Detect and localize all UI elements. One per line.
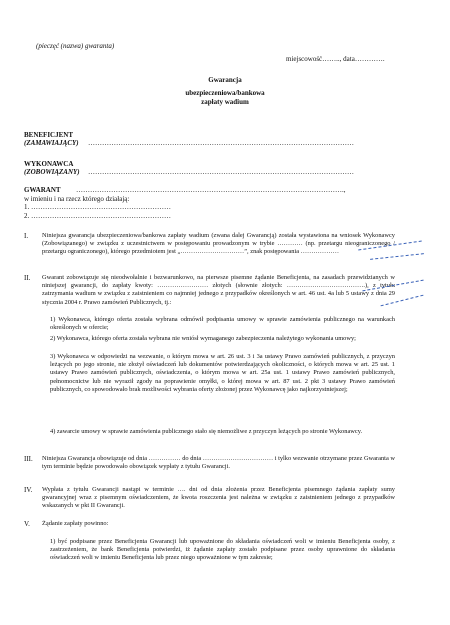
guarantor-fill-line: ……………………………………………………………………………………………………., — [76, 186, 346, 194]
section-1-number: I. — [24, 232, 29, 240]
section-5-number: V. — [24, 520, 30, 528]
title-line-1: Gwarancja — [208, 76, 242, 84]
section-3-text: Niniejsza Gwarancja obowiązuje od dnia …………… do dnia …………………………… i tylko wezwanie otrzymane przez Gwaranta w tym terminie będzie powodowało obowiązek wypłaty z tytułu Gwarancji. — [42, 455, 395, 471]
section-5-item-1: 1) być podpisane przez Beneficjenta Gwarancji lub upoważnione do składania oświadczeń woli w imieniu Beneficjenta osoby, z zastrzeżeniem, że bank Beneficjenta potwierdzi, iż żądanie zapłaty zostało podpisane przez osoby uprawnione do składania oświadczeń woli w imieniu Beneficjenta lub przez niego upoważnione w tym zakresie; — [50, 538, 395, 562]
contractor-label: WYKONAWCA — [24, 160, 74, 168]
beneficiary-label: BENEFICJENT — [24, 131, 74, 139]
place-date-line: miejscowość…….., data…………. — [286, 55, 385, 63]
section-3-number: III. — [24, 455, 33, 463]
representative-2: 2. …………………………………………………… — [24, 212, 171, 220]
title-line-2: ubezpieczeniowa/bankowa — [185, 89, 265, 97]
on-behalf-text: w imieniu i na rzecz którego działają: — [24, 195, 130, 203]
section-4-text: Wypłata z tytułu Gwarancji nastąpi w terminie …. dni od dnia złożenia przez Beneficjenta pisemnego żądania zapłaty sumy gwarancyjnej wraz z pisemnym oświadczeniem, że kwota roszczenia jest należna w związku z zaistnieniem jednego z przypadków wskazanych w pkt II Gwarancji. — [42, 486, 395, 510]
obligor-label: (ZOBOWIĄZANY) — [24, 168, 80, 176]
section-5-heading: Żądanie zapłaty powinno: — [42, 520, 109, 527]
section-2-item-2: 2) Wykonawca, którego oferta została wybrana nie wniósł wymaganego zabezpieczenia należytego wykonania umowy; — [50, 335, 356, 342]
section-2-intro: Gwarant zobowiązuje się nieodwołalnie i bezwarunkowo, na pierwsze pisemne żądanie Beneficjenta, na zasadach przewidzianych w niniejszej gwarancji, do zapłaty kwoty: …………………… złotych (słownie złotych: ……………………………….), z tytułu zatrzymania wadium w związku z zaistnieniem co najmniej jednego z przypadków określonych w art. 46 ust. 4a lub 5 ustawy z dnia 29 stycznia 2004 r. Prawo zamówień Publicznych, tj.: — [42, 274, 395, 306]
title-line-3: zapłaty wadium — [201, 98, 249, 106]
representative-1: 1. …………………………………………………… — [24, 203, 171, 211]
beneficiary-fill-line: …………………………………………………………………………………………………… — [88, 139, 354, 147]
section-4-number: IV. — [24, 486, 33, 494]
section-2-item-4: 4) zawarcie umowy w sprawie zamówienia publicznego stało się niemożliwe z przyczyn leżących po stronie Wykonawcy. — [50, 428, 363, 435]
guarantor-stamp-placeholder: (pieczęć (nazwa) gwaranta) — [36, 42, 115, 50]
contractor-fill-line: …………………………………………………………………………………………………… — [88, 168, 354, 176]
section-2-number: II. — [24, 274, 31, 282]
contracting-authority-label: (ZAMAWIAJĄCY) — [24, 139, 79, 147]
section-2-item-1: 1) Wykonawca, którego oferta została wybrana odmówił podpisania umowy w sprawie zamówienia publicznego na warunkach określonych w ofercie; — [50, 316, 395, 332]
guarantor-label: GWARANT — [24, 186, 61, 194]
section-1-text: Niniejsza gwarancja ubezpieczeniowa/bankowa zapłaty wadium (zwana dalej Gwarancją) została wystawiona na wniosek Wykonawcy (Zobowiązanego) w związku z uczestnictwem w postępowaniu prowadzonym w trybie ………… (np. przetargu nieograniczonego / przetargu ograniczonego), którego przedmiotem jest „…………………………”, znak postępowania ……………… — [42, 232, 395, 256]
section-2-item-3: 3) Wykonawca w odpowiedzi na wezwanie, o którym mowa w art. 26 ust. 3 i 3a ustawy Prawo zamówień publicznych, z przyczyn leżących po jego stronie, nie złożył oświadczeń lub dokumentów potwierdzających okoliczności, o których mowa w art. 25 ust. 1 ustawy Prawo zamówień publicznych, oświadczenia, o którym mowa w art. 25a ust. 1 ustawy Prawo zamówień publicznych, pełnomocnictw lub nie wyraził zgody na poprawienie omyłki, o której mowa w art. 87 ust. 2 pkt 3 ustawy Prawo zamówień publicznych, co spowodowało brak możliwości wybrania oferty złożonej przez Wykonawcę jako najkorzystniejszej; — [50, 353, 395, 393]
